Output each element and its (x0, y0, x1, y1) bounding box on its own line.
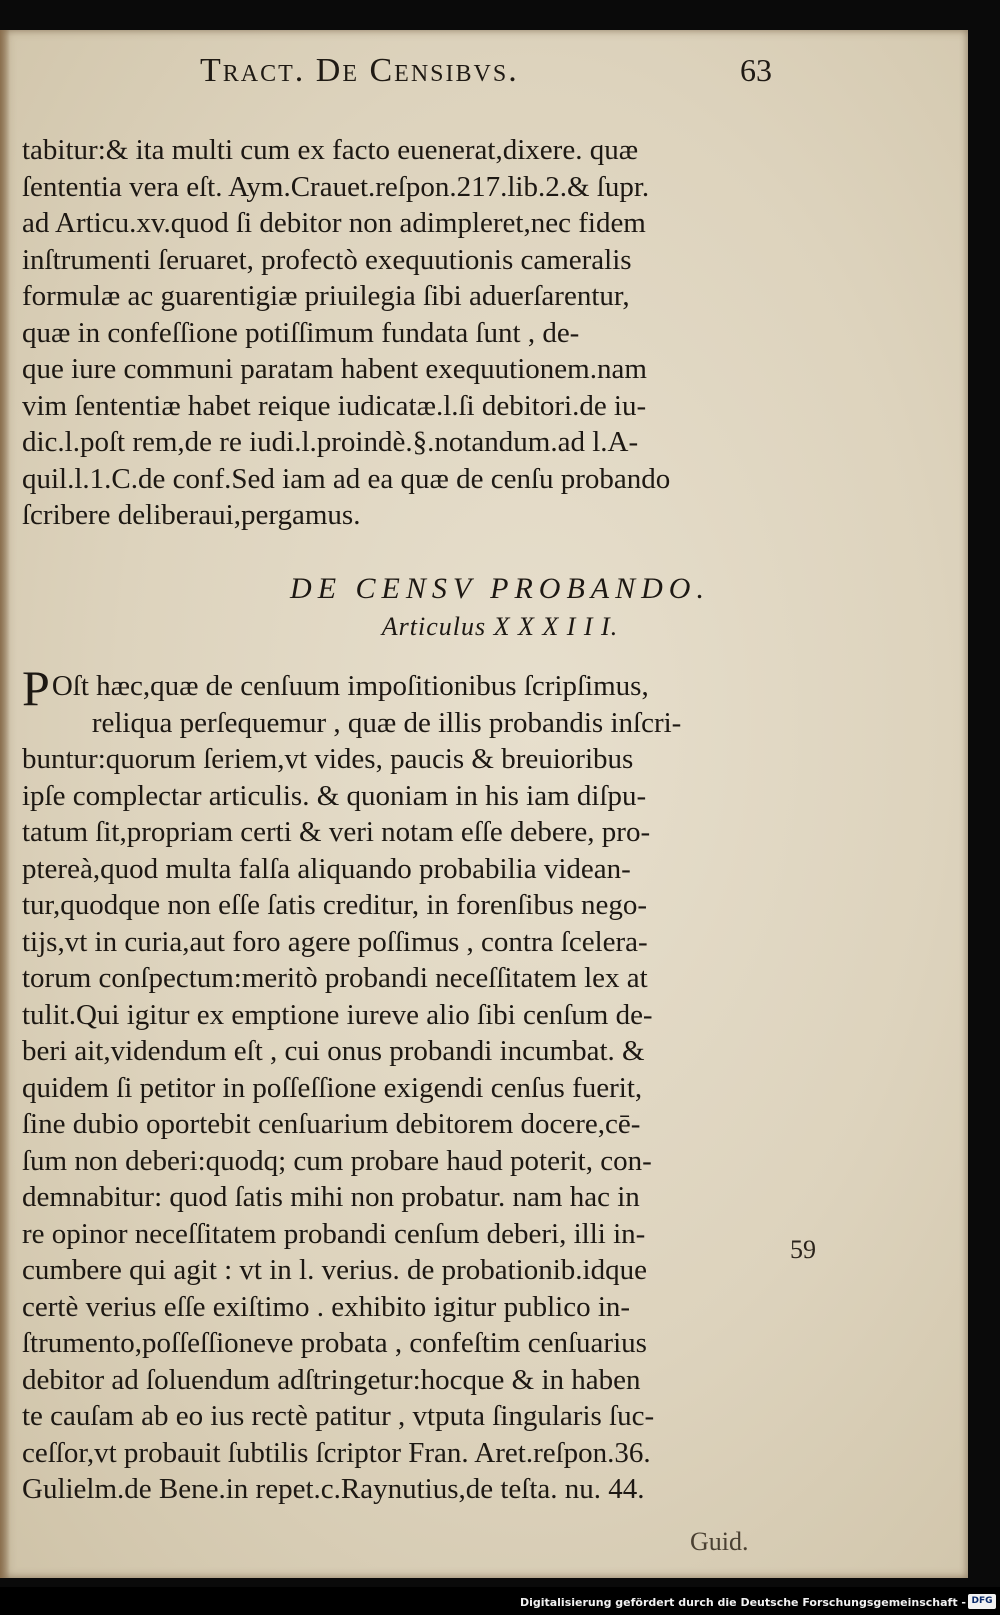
text-line: tulit.Qui igitur ex emptione iureve alio ſibi cenſum de- (22, 998, 653, 1031)
text-line: tijs,vt in curia,aut foro agere poſſimus , contra ſcelera- (22, 925, 648, 958)
text-line: ptereà,quod multa falſa aliquando probabilia videan- (22, 852, 631, 885)
text-line: debitor ad ſoluendum adſtringetur:hocque & in haben (22, 1363, 641, 1396)
text-block-article (22, 660, 774, 1508)
page-number: 63 (740, 52, 772, 88)
text-line: cumbere qui agit : vt in l. verius. de probationib.idque (22, 1254, 647, 1286)
text-line: demnabitur: quod ſatis mihi non probatur. nam hac in (22, 1181, 640, 1213)
catchword: Guid. (690, 1527, 749, 1556)
text-line: formulæ ac guarentigiæ priuilegia ſibi aduerſarentur, (22, 280, 630, 312)
drop-cap-initial: P (22, 660, 50, 716)
text-line: Gulielm.de Bene.in repet.c.Raynutius,de teſta. nu. 44. (22, 1473, 645, 1505)
text-line: tabitur:& ita multi cum ex facto euenerat,dixere. quæ (22, 134, 639, 166)
text-line: ad Articu.xv.quod ſi debitor non adimpleret,nec fidem (22, 207, 646, 239)
text-line: ceſſor,vt probauit ſubtilis ſcriptor Fran. Aret.reſpon.36. (22, 1436, 651, 1469)
text-line: beri ait,videndum eſt , cui onus probandi incumbat. & (22, 1035, 645, 1067)
text-line: te cauſam ab eo ius rectè patitur , vtputa ſingularis ſuc- (22, 1400, 655, 1432)
text-line: ipſe complectar articulis. & quoniam in his iam diſpu- (22, 779, 647, 812)
text-line: ſtrumento,poſſeſſioneve probata , confeſtim cenſuarius (22, 1327, 647, 1359)
article-label: Articulus X X X I I I. (381, 612, 619, 641)
digitization-credit: Digitalisierung gefördert durch die Deutsche Forschungsgemeinschaft - (519, 1596, 966, 1609)
page-binding-edge (0, 30, 10, 1578)
text-line: torum conſpectum:meritò probandi neceſſitatem lex at (22, 962, 648, 994)
running-title: Tract. De Censibvs. (200, 52, 519, 89)
text-line: Oſt hæc,quæ de cenſuum impoſitionibus ſcripſimus, (51, 670, 649, 702)
text-line: ſcribere deliberaui,pergamus. (22, 499, 361, 531)
text-line: dic.l.poſt rem,de re iudi.l.proindè.§.notandum.ad l.A- (22, 426, 639, 458)
section-heading: DE CENSV PROBANDO. (290, 572, 710, 605)
text-line: vim ſententiæ habet reique iudicatæ.l.ſi debitori.de iu- (22, 389, 647, 422)
text-line: quæ in confeſſione potiſſimum fundata ſunt , de- (22, 316, 580, 349)
text-line: que iure communi paratam habent exequutionem.nam (22, 353, 647, 385)
text-line: tatum ſit,propriam certi & veri notam eſſe debere, pro- (22, 816, 651, 848)
margin-note: 59 (790, 1235, 816, 1264)
text-line: quil.l.1.C.de conf.Sed iam ad ea quæ de cenſu probando (22, 462, 671, 495)
text-line: ſine dubio oportebit cenſuarium debitorem docere,cē- (22, 1108, 641, 1140)
text-line: certè verius eſſe exiſtimo . exhibito igitur publico in- (22, 1290, 631, 1323)
text-line: reliqua perſequemur , quæ de illis probandis inſcri- (91, 706, 682, 739)
text-line: quidem ſi petitor in poſſeſſione exigendi cenſus fuerit, (22, 1071, 643, 1104)
text-line: buntur:quorum ſeriem,vt vides, paucis & breuioribus (22, 743, 634, 775)
text-line: tur,quodque non eſſe ſatis creditur, in forenſibus nego- (22, 889, 648, 921)
text-line: ſententia vera eſt. Aym.Crauet.reſpon.217.lib.2.& ſupr. (22, 170, 650, 203)
text-block-continuation (22, 132, 774, 534)
text-line: ſum non deberi:quodq; cum probare haud poterit, con- (22, 1144, 652, 1177)
text-line: inſtrumenti ſeruaret, profectò exequutionis cameralis (22, 243, 632, 276)
text-line: re opinor neceſſitatem probandi cenſum deberi, illi in- (22, 1217, 646, 1250)
dfg-logo: DFG (968, 1594, 996, 1609)
